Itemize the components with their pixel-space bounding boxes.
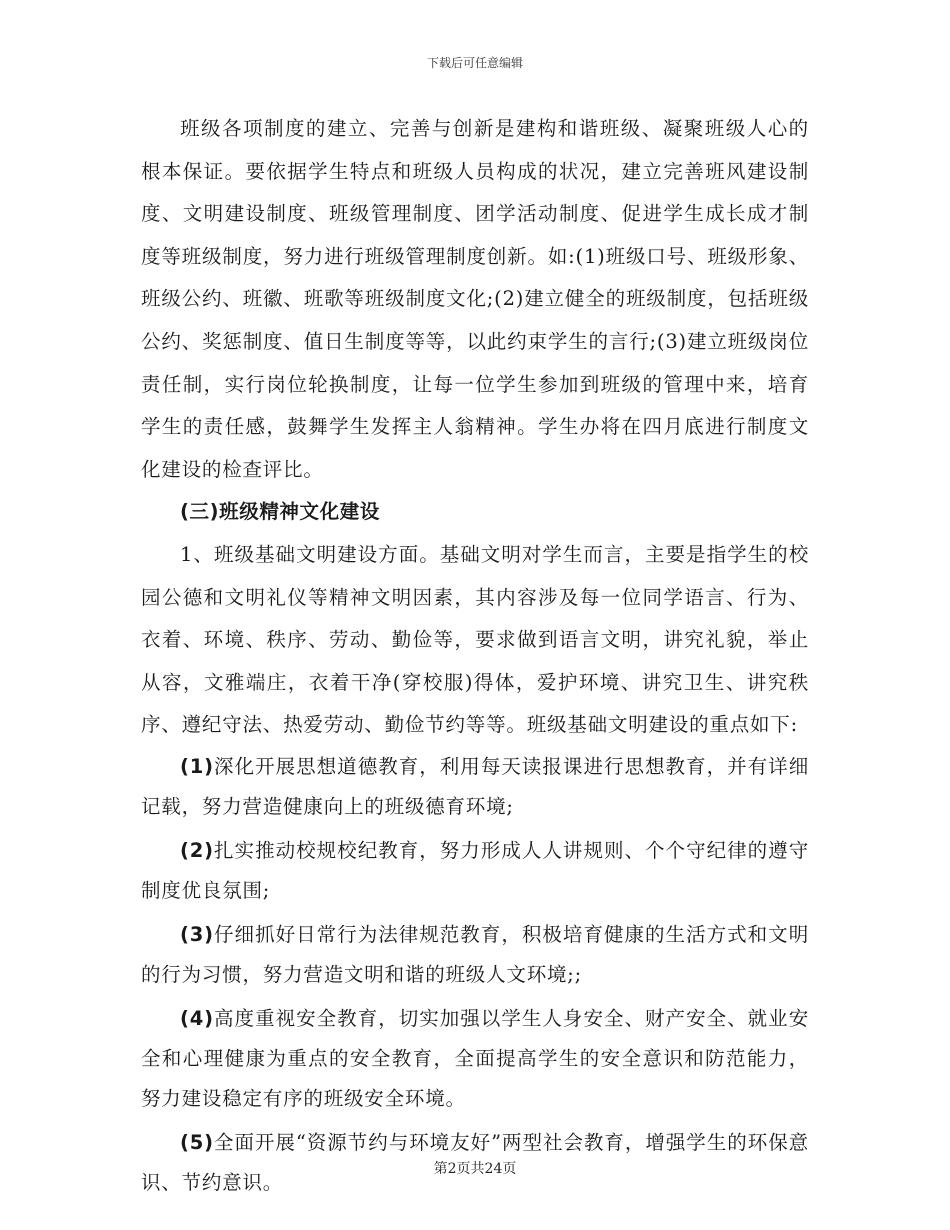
list-item-number: (3) [180, 922, 214, 946]
list-item-text: 仔细抓好日常行为法律规范教育，积极培育健康的生活方式和文明的行为习惯，努力营造文明和谐的班级人文环境;; [141, 922, 809, 986]
list-item [141, 999, 809, 1123]
document-body [141, 108, 809, 1207]
list-item-number: (1) [180, 754, 214, 778]
list-item [141, 831, 809, 915]
paragraph-basic-civility: 1、班级基础文明建设方面。基础文明对学生而言，主要是指学生的校园公德和文明礼仪等精神文明因素，其内容涉及每一位同学语言、行为、衣着、环境、秩序、劳动、勤俭等，要求做到语言文明，讲究礼貌，举止从容，文雅端庄，衣着干净(穿校服)得体，爱护环境、讲究卫生、讲究秩序、遵纪守法、热爱劳动、勤俭节约等等。班级基础文明建设的重点如下: [141, 542, 809, 737]
list-item-number: (2) [180, 838, 214, 862]
list-item-text: 全面开展“资源节约与环境友好”两型社会教育，增强学生的环保意识、节约意识。 [141, 1130, 809, 1194]
list-item-number: (4) [180, 1006, 214, 1030]
page-number: 第2页共24页 [433, 1161, 517, 1177]
list-item-text: 深化开展思想道德教育，利用每天读报课进行思想教育，并有详细记载，努力营造健康向上的班级德育环境; [141, 754, 809, 818]
list-item [141, 915, 809, 999]
list-item [141, 747, 809, 831]
paragraph-class-system: 班级各项制度的建立、完善与创新是建构和谐班级、凝聚班级人心的根本保证。要依据学生特点和班级人员构成的状况，建立完善班风建设制度、文明建设制度、班级管理制度、团学活动制度、促进学生成长成才制度等班级制度，努力进行班级管理制度创新。如:(1)班级口号、班级形象、班级公约、班徽、班歌等班级制度文化;(2)建立健全的班级制度，包括班级公约、奖惩制度、值日生制度等等，以此约束学生的言行;(3)建立班级岗位责任制，实行岗位轮换制度，让每一位学生参加到班级的管理中来，培育学生的责任感，鼓舞学生发挥主人翁精神。学生办将在四月底进行制度文化建设的检查评比。 [141, 117, 809, 481]
list-item-text: 高度重视安全教育，切实加强以学生人身安全、财产安全、就业安全和心理健康为重点的安全教育，全面提高学生的安全意识和防范能力，努力建设稳定有序的班级安全环境。 [141, 1006, 809, 1110]
section-heading: (三)班级精神文化建设 [180, 500, 380, 524]
list-item-text: 扎实推动校规校纪教育，努力形成人人讲规则、个个守纪律的遵守制度优良氛围; [141, 838, 809, 902]
list-item-number: (5) [180, 1130, 214, 1154]
header-note: 下载后可任意编辑 [426, 56, 523, 70]
